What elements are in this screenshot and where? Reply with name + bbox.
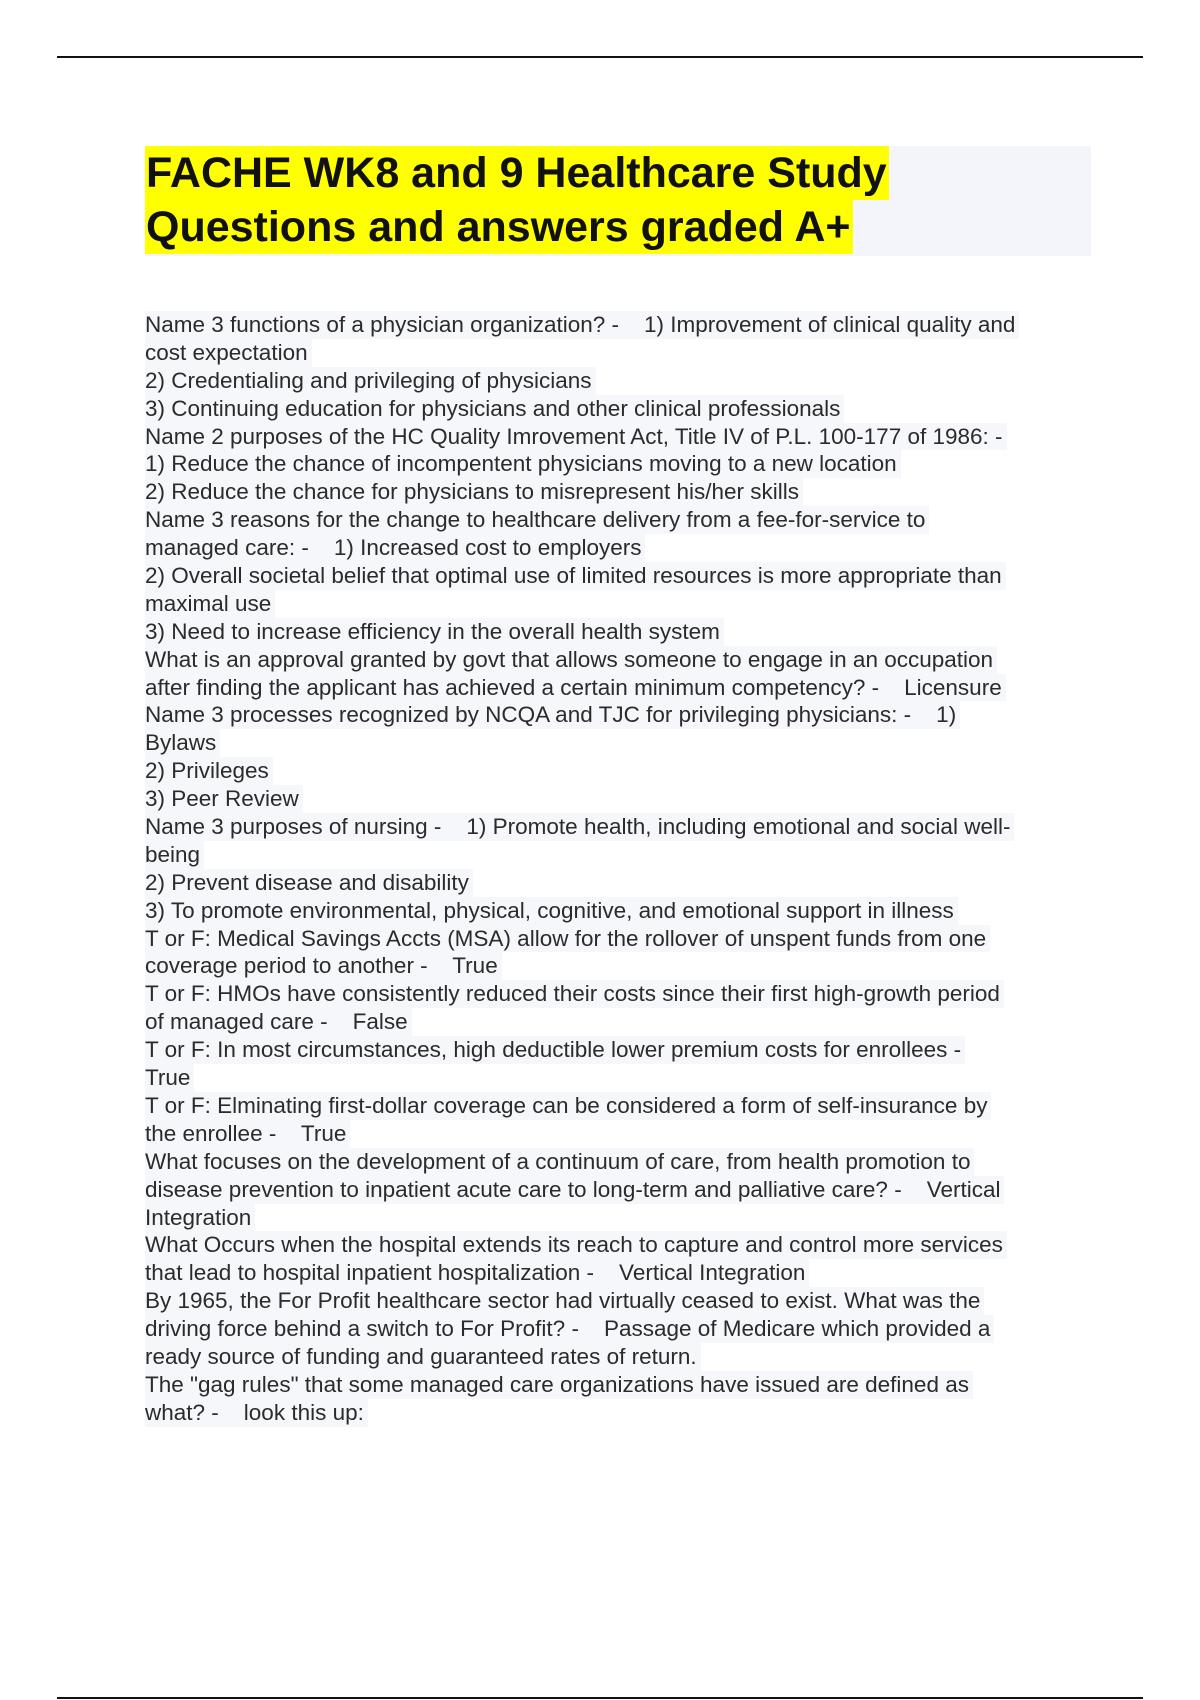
text-line: cost expectation	[145, 339, 312, 367]
text-line: being	[145, 841, 204, 869]
text-line: 3) To promote environmental, physical, cognitive, and emotional support in illness	[145, 897, 958, 925]
top-rule	[57, 56, 1143, 58]
title-line-2: Questions and answers graded A+	[145, 200, 853, 254]
text-line: disease prevention to inpatient acute care to long-term and palliative care? - Vertical	[145, 1176, 1004, 1204]
text-line: what? - look this up:	[145, 1399, 368, 1427]
text-line: T or F: Medical Savings Accts (MSA) allow for the rollover of unspent funds from one	[145, 925, 990, 953]
text-line: 2) Privileges	[145, 757, 273, 785]
text-line: maximal use	[145, 590, 275, 618]
text-line: Name 3 functions of a physician organization? - 1) Improvement of clinical quality and	[145, 311, 1019, 339]
text-line: What Occurs when the hospital extends its reach to capture and control more services	[145, 1231, 1007, 1259]
text-line: 3) Peer Review	[145, 785, 303, 813]
text-line: after finding the applicant has achieved a certain minimum competency? - Licensure	[145, 674, 1006, 702]
bottom-rule	[57, 1697, 1143, 1699]
title-line-1: FACHE WK8 and 9 Healthcare Study	[145, 146, 889, 200]
text-line: T or F: In most circumstances, high deductible lower premium costs for enrollees -	[145, 1036, 965, 1064]
text-line: Name 3 purposes of nursing - 1) Promote health, including emotional and social well-	[145, 813, 1014, 841]
text-line: that lead to hospital inpatient hospitalization - Vertical Integration	[145, 1259, 809, 1287]
text-line: Name 3 reasons for the change to healthcare delivery from a fee-for-service to	[145, 506, 929, 534]
text-line: 1) Reduce the chance of incompentent physicians moving to a new location	[145, 450, 901, 478]
text-line: 2) Credentialing and privileging of physicians	[145, 367, 596, 395]
text-line: ready source of funding and guaranteed rates of return.	[145, 1343, 701, 1371]
text-line: What is an approval granted by govt that allows someone to engage in an occupation	[145, 646, 997, 674]
text-line: The "gag rules" that some managed care organizations have issued are defined as	[145, 1371, 973, 1399]
text-line: 2) Overall societal belief that optimal use of limited resources is more appropriate than	[145, 562, 1006, 590]
text-line: 3) Continuing education for physicians and other clinical professionals	[145, 395, 844, 423]
text-line: Bylaws	[145, 729, 220, 757]
title-block	[145, 146, 1091, 256]
text-line: coverage period to another - True	[145, 952, 502, 980]
text-line: True	[145, 1064, 194, 1092]
text-line: 2) Reduce the chance for physicians to misrepresent his/her skills	[145, 478, 803, 506]
text-line: Name 2 purposes of the HC Quality Imrovement Act, Title IV of P.L. 100-177 of 1986: -	[145, 423, 1007, 451]
page-title	[145, 146, 1091, 254]
text-line: Name 3 processes recognized by NCQA and TJC for privileging physicians: - 1)	[145, 701, 960, 729]
text-line: What focuses on the development of a continuum of care, from health promotion to	[145, 1148, 974, 1176]
text-line: By 1965, the For Profit healthcare sector had virtually ceased to exist. What was the	[145, 1287, 984, 1315]
text-line: of managed care - False	[145, 1008, 412, 1036]
text-line: driving force behind a switch to For Profit? - Passage of Medicare which provided a	[145, 1315, 994, 1343]
qa-content	[145, 311, 1085, 1427]
text-line: 3) Need to increase efficiency in the overall health system	[145, 618, 724, 646]
text-line: managed care: - 1) Increased cost to employers	[145, 534, 645, 562]
text-line: T or F: Elminating first-dollar coverage can be considered a form of self-insurance by	[145, 1092, 991, 1120]
text-line: the enrollee - True	[145, 1120, 350, 1148]
text-line: 2) Prevent disease and disability	[145, 869, 473, 897]
text-line: T or F: HMOs have consistently reduced their costs since their first high-growth period	[145, 980, 1004, 1008]
text-line: Integration	[145, 1204, 255, 1232]
